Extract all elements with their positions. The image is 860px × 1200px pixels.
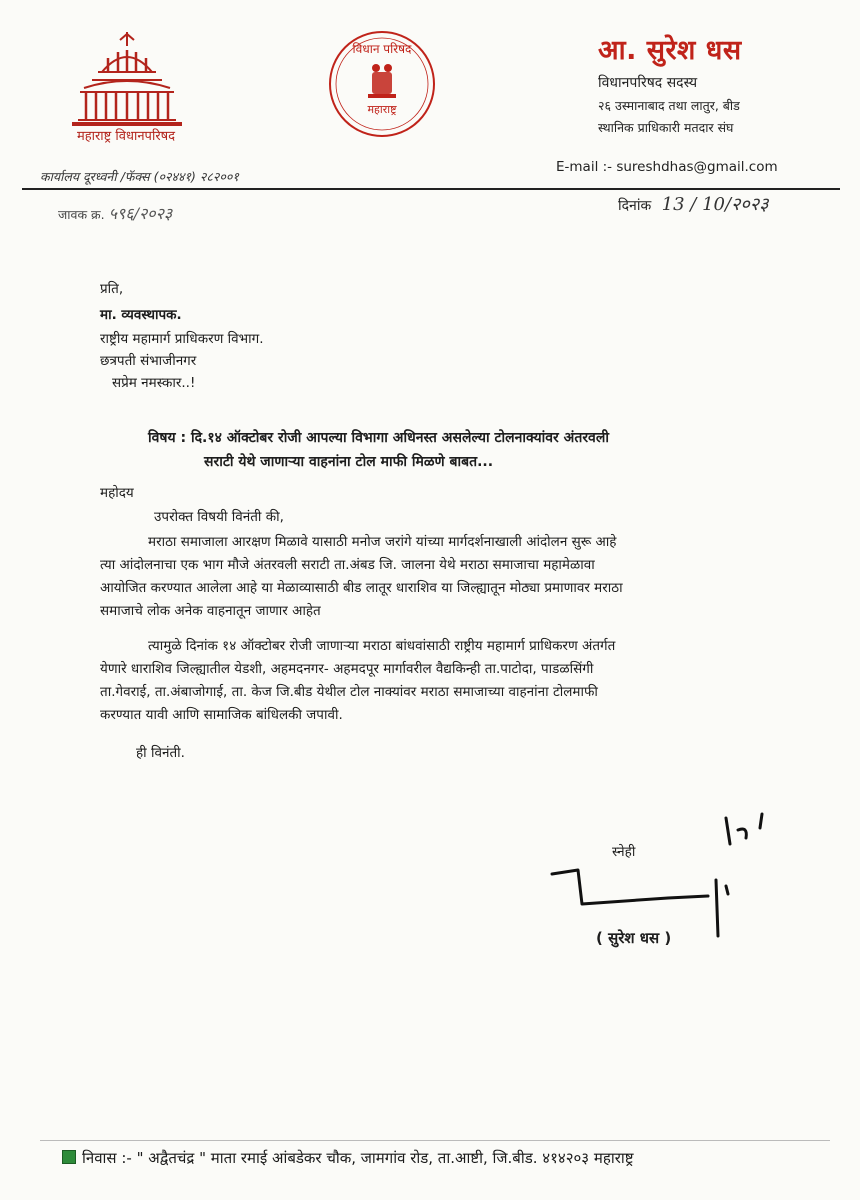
para-line: करण्यात यावी आणि सामाजिक बांधिलकी जपावी. [100,707,343,723]
phone-value: (०२४४१) २८२००१ [153,169,239,184]
email-address: E-mail :- sureshdhas@gmail.com [556,159,778,175]
para-line: आयोजित करण्यात आलेला आहे या मेळाव्यासाठी बीड लातूर धाराशिव या जिल्ह्यातून मोठ्या प्रमाणावर मराठा [100,580,623,596]
phone-label: कार्यालय दूरध्वनी /फॅक्स [40,169,150,184]
para-line: त्यामुळे दिनांक १४ ऑक्टोबर रोजी जाणाऱ्या मराठा बांधवांसाठी राष्ट्रीय महामार्ग प्राधिकरण अंतर्गत [148,638,616,654]
subject-line: सराटी येथे जाणाऱ्या वाहनांना टोल माफी मिळणे बाबत... [204,454,494,470]
date-label: दिनांक [618,198,652,214]
intro-line: उपरोक्त विषयी विनंती की, [154,509,284,525]
authority: स्थानिक प्राधिकारी मतदार संघ [598,120,734,135]
prati: प्रति, [100,281,124,297]
letter-date [618,192,769,216]
recipient-title: मा. व्यवस्थापक. [100,307,182,323]
footer-divider [40,1140,830,1141]
signature-icon [548,808,788,948]
para-line: ता.गेवराई, ता.अंबाजोगाई, ता. केज जि.बीड येथील टोल नाक्यांवर मराठा समाजाच्या वाहनांना टोलमाफी [100,684,598,700]
paragraph-2 [100,635,768,727]
member-name: आ. सुरेश धस [598,35,742,66]
para-line: मराठा समाजाला आरक्षण मिळावे यासाठी मनोज जरांगे यांच्या मार्गदर्शनाखाली आंदोलन सुरू आहे [148,534,617,550]
para-line: त्या आंदोलनाचा एक भाग मौजे अंतरवली सराटी ता.अंबड जि. जालना येथे मराठा समाजाचा महामेळावा [100,557,595,573]
recipient-line: छत्रपती संभाजीनगर [100,353,197,369]
subject [148,426,798,474]
constituency: २६ उस्मानाबाद तथा लातुर, बीड [598,98,740,113]
closing: ही विनंती. [136,745,185,761]
signatory-name: ( सुरेश धस ) [596,929,672,947]
para-line: समाजाचे लोक अनेक वाहनातून जाणार आहेत [100,603,321,619]
address-text: निवास :- " अद्वैतचंद्र " माता रमाई आंबडेकर चौक, जामगांव रोड, ता.आष्टी, जि.बीड. ४१४२०३ महाराष्ट्र [82,1149,634,1167]
snehi: स्नेही [612,844,636,860]
para-line: येणारे धाराशिव जिल्ह्यातील येडशी, अहमदनगर- अहमदपूर मार्गावरील वैद्यकिन्ही ता.पाटोदा, पाडळसिंगी [100,661,594,677]
designation: विधानपरिषद सदस्य [598,75,698,91]
office-phone [40,168,239,185]
date-value: 13 / 10/२०२३ [661,194,769,215]
header-divider [22,188,840,190]
paragraph-1 [100,531,768,623]
ref-value: ५९६/२०२३ [108,204,173,223]
reference-number [58,202,172,224]
subject-line: विषय : दि.१४ ऑक्टोबर रोजी आपल्या विभागा अधिनस्त असलेल्या टोलनाक्यांवर अंतरवली [148,430,609,446]
salutation: महोदय [100,485,134,501]
greeting: सप्रेम नमस्कार..! [112,375,196,391]
seal-bottom-text: महाराष्ट्र [367,103,397,116]
square-bullet-icon [62,1150,76,1164]
seal-top-text: विधान परिषद [352,42,412,56]
logo-caption: महाराष्ट्र विधानपरिषद [76,129,176,144]
ref-label: जावक क्र. [58,207,105,222]
recipient-line: राष्ट्रीय महामार्ग प्राधिकरण विभाग. [100,331,264,347]
letterhead-right [598,30,838,136]
residence-address [62,1148,633,1168]
